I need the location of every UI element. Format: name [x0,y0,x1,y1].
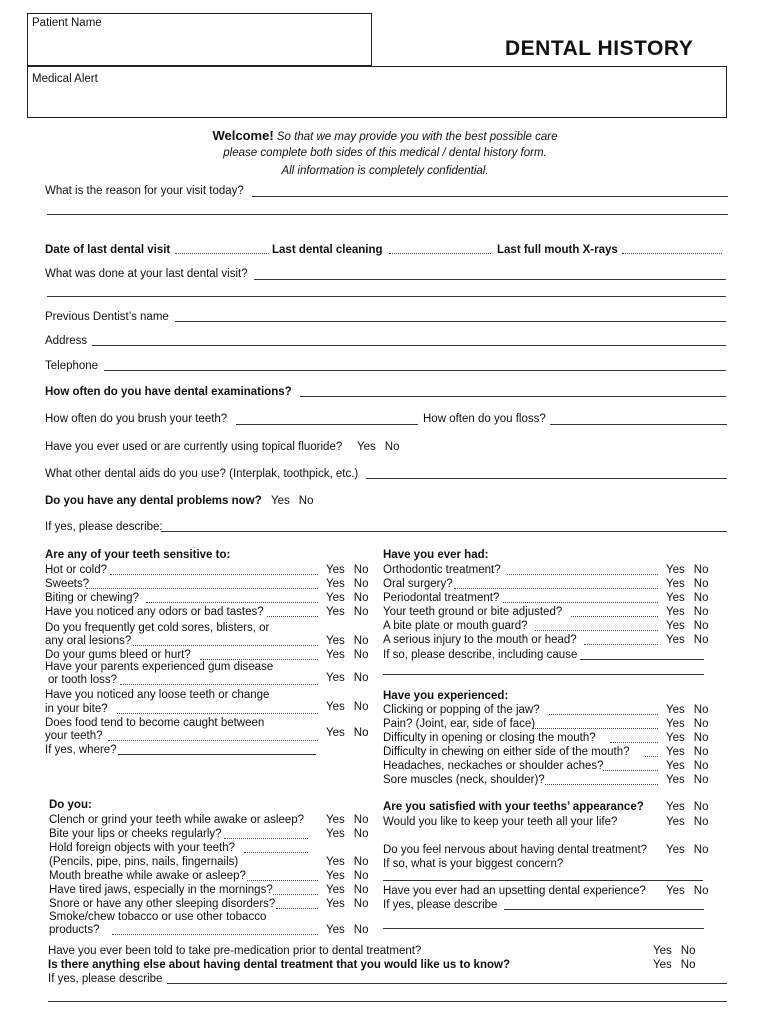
sensitive-item: Hot or cold? [45,564,108,576]
ever-had-item: A bite plate or mouth guard? [383,620,528,632]
experienced-item: Clicking or popping of the jaw? [383,704,540,716]
patient-name-label: Patient Name [32,17,102,29]
yes-option[interactable]: Yes [326,672,345,684]
keep-teeth-yes-no[interactable] [666,815,717,829]
leader-dots [503,602,658,603]
fluoride-yes-no[interactable] [357,440,408,454]
no-option[interactable]: No [693,578,709,590]
leader-dots [120,684,318,685]
do-you-item: Smoke/chew tobacco or use other tobacco [49,911,267,923]
intro-line-3: All information is completely confidential. [281,165,489,177]
yes-option[interactable]: Yes [326,727,345,739]
last-cleaning-label: Last dental cleaning [272,244,383,256]
no-option[interactable]: No [353,701,369,713]
no-option[interactable]: No [353,672,369,684]
ever-had-yes-no[interactable] [666,633,717,647]
leader-dots [247,880,318,881]
no-option[interactable]: No [384,441,400,453]
sensitive-yes-no[interactable] [326,648,377,662]
leader-dots [273,894,318,895]
floss-label: How often do you floss? [423,413,546,425]
problems-describe-field[interactable] [161,531,727,532]
no-option[interactable]: No [693,704,709,716]
ever-had-item: Orthodontic treatment? [383,564,501,576]
experienced-item: Headaches, neckaches or shoulder aches? [383,760,604,772]
upsetting-describe-field[interactable] [504,909,704,910]
medical-alert-box[interactable] [27,66,727,118]
sensitive-where-label: If yes, where? [45,744,117,756]
sensitive-heading: Are any of your teeth sensitive to: [45,549,231,561]
sensitive-item: Have you noticed any odors or bad tastes? [45,606,264,618]
yes-option[interactable]: Yes [666,578,685,590]
yes-option[interactable]: Yes [326,606,345,618]
sensitive-item: Sweets? [45,578,90,590]
keep-teeth-question: Would you like to keep your teeth all your life? [383,816,618,828]
aids-label: What other dental aids do you use? (Interplak, toothpick, etc.) [45,468,359,480]
yes-option[interactable]: Yes [666,634,685,646]
ever-had-item: Your teeth ground or bite adjusted? [383,606,563,618]
floss-field[interactable] [550,424,727,425]
final-describe-field[interactable] [167,983,727,984]
yes-option[interactable]: Yes [326,578,345,590]
medical-alert-label: Medical Alert [32,73,98,85]
sensitive-yes-no[interactable] [326,577,377,591]
sensitive-yes-no[interactable] [326,591,377,605]
reason-visit-label: What is the reason for your visit today? [45,185,244,197]
upsetting-describe-field-2[interactable] [383,928,704,929]
no-option[interactable]: No [353,870,369,882]
no-option[interactable]: No [353,828,369,840]
experienced-item: Sore muscles (neck, shoulder)? [383,774,545,786]
ever-had-describe-field[interactable] [580,659,704,660]
final-describe-label: If yes, please describe [48,973,163,985]
sensitive-yes-no[interactable] [326,726,377,740]
last-xrays-label: Last full mouth X-rays [497,244,618,256]
no-option[interactable]: No [298,495,314,507]
leader-dots [117,713,318,714]
leader-dots [267,616,318,617]
problems-yes-no[interactable] [271,494,322,508]
sensitive-yes-no[interactable] [326,605,377,619]
anything-else-question: Is there anything else about having dental treatment that you would like us to know? [48,959,510,971]
sensitive-item: your teeth? [45,730,103,742]
no-option[interactable]: No [353,856,369,868]
no-option[interactable]: No [680,945,696,957]
yes-option[interactable]: Yes [326,856,345,868]
sensitive-yes-no[interactable] [326,634,377,648]
no-option[interactable]: No [693,564,709,576]
last-visit-label: Date of last dental visit [45,244,171,256]
leader-dots [133,645,318,646]
yes-option[interactable]: Yes [326,898,345,910]
leader-dots [507,574,658,575]
satisfied-yes-no[interactable] [666,800,717,814]
do-you-item: products? [49,924,100,936]
no-option[interactable]: No [693,774,709,786]
concern-field[interactable] [383,880,703,881]
no-option[interactable]: No [693,606,709,618]
no-option[interactable]: No [693,885,709,897]
yes-option[interactable]: Yes [666,564,685,576]
address-field[interactable] [92,345,726,346]
no-option[interactable]: No [693,592,709,604]
no-option[interactable]: No [353,649,369,661]
upsetting-describe-label: If yes, please describe [383,899,498,911]
do-you-item: Have tired jaws, especially in the mornings? [49,884,273,896]
premed-question: Have you ever been told to take pre-medication prior to dental treatment? [48,945,422,957]
leader-dots [454,588,658,589]
yes-option[interactable]: Yes [666,885,685,897]
last-done-field[interactable] [254,279,726,280]
yes-option[interactable]: Yes [326,701,345,713]
no-option[interactable]: No [353,606,369,618]
sensitive-item: Have your parents experienced gum disease [45,661,274,673]
ever-had-describe-label: If so, please describe, including cause [383,649,578,661]
yes-option[interactable]: Yes [653,945,672,957]
ever-had-yes-no[interactable] [666,563,717,577]
telephone-label: Telephone [45,360,99,372]
experienced-yes-no[interactable] [666,703,717,717]
telephone-field[interactable] [104,370,726,371]
yes-option[interactable]: Yes [326,814,345,826]
brush-label: How often do you brush your teeth? [45,413,228,425]
last-xrays-field[interactable] [622,253,722,254]
yes-option[interactable]: Yes [666,606,685,618]
yes-option[interactable]: Yes [666,801,685,813]
ever-had-item: A serious injury to the mouth or head? [383,634,577,646]
no-option[interactable]: No [693,760,709,772]
ever-had-describe-field-2[interactable] [383,674,704,675]
do-you-item: Clench or grind your teeth while awake or asleep? [49,814,305,826]
do-you-yes-no[interactable] [326,923,377,937]
no-option[interactable]: No [353,727,369,739]
ever-had-yes-no[interactable] [666,577,717,591]
upsetting-yes-no[interactable] [666,884,717,898]
yes-option[interactable]: Yes [326,924,345,936]
nervous-question: Do you feel nervous about having dental treatment? [383,844,648,856]
leader-dots [549,714,658,715]
sensitive-yes-no[interactable] [326,700,377,714]
do-you-item: Hold foreign objects with your teeth? [49,842,236,854]
address-label: Address [45,335,88,347]
yes-option[interactable]: Yes [666,844,685,856]
sensitive-item: or tooth loss? [48,674,118,686]
leader-dots [276,908,318,909]
no-option[interactable]: No [693,746,709,758]
no-option[interactable]: No [353,635,369,647]
nervous-yes-no[interactable] [666,843,717,857]
yes-option[interactable]: Yes [666,760,685,772]
no-option[interactable]: No [693,801,709,813]
do-you-yes-no[interactable] [326,883,377,897]
sensitive-item: Biting or chewing? [45,592,139,604]
no-option[interactable]: No [353,564,369,576]
no-option[interactable]: No [353,578,369,590]
yes-option[interactable]: Yes [666,592,685,604]
yes-option[interactable]: Yes [326,592,345,604]
leader-dots [110,574,318,575]
yes-option[interactable]: Yes [326,884,345,896]
leader-dots [86,588,318,589]
leader-dots [535,630,658,631]
final-describe-field-2[interactable] [48,1001,727,1002]
sensitive-item: Do your gums bleed or hurt? [45,649,191,661]
do-you-item: Mouth breathe while awake or asleep? [49,870,246,882]
intro-line-2: please complete both sides of this medical / dental history form. [223,147,547,159]
no-option[interactable]: No [680,959,696,971]
leader-dots [224,838,308,839]
sensitive-yes-no[interactable] [326,671,377,685]
do-you-item: Bite your lips or cheeks regularly? [49,828,222,840]
yes-option[interactable]: Yes [357,441,376,453]
yes-option[interactable]: Yes [326,635,345,647]
last-cleaning-field[interactable] [389,253,491,254]
ever-had-item: Periodontal treatment? [383,592,500,604]
leader-dots [244,852,308,853]
fluoride-label: Have you ever used or are currently using topical fluoride? [45,441,343,453]
sensitive-item: Does food tend to become caught between [45,717,265,729]
experienced-item: Difficulty in chewing on either side of the mouth? [383,746,630,758]
experienced-yes-no[interactable] [666,759,717,773]
sensitive-item: any oral lesions? [45,635,132,647]
leader-dots [584,644,658,645]
no-option[interactable]: No [693,634,709,646]
ever-had-heading: Have you ever had: [383,549,489,561]
satisfied-question: Are you satisfied with your teeths’ appearance? [383,801,644,813]
experienced-yes-no[interactable] [666,717,717,731]
ever-had-yes-no[interactable] [666,591,717,605]
leader-dots [603,770,658,771]
sensitive-item: Do you frequently get cold sores, blisters, or [45,622,270,634]
leader-dots [532,728,658,729]
no-option[interactable]: No [693,620,709,632]
ever-had-yes-no[interactable] [666,619,717,633]
reason-visit-field-2[interactable] [47,214,728,215]
experienced-item: Pain? (Joint, ear, side of face) [383,718,536,730]
no-option[interactable]: No [353,898,369,910]
sensitive-item: Have you noticed any loose teeth or change [45,689,270,701]
leader-dots [610,742,658,743]
do-you-heading: Do you: [49,799,92,811]
do-you-item: (Pencils, pipe, pins, nails, fingernails) [49,856,239,868]
do-you-yes-no[interactable] [326,855,377,869]
yes-option[interactable]: Yes [666,816,685,828]
intro-line-1: Welcome! So that we may provide you with the best possible care [212,128,558,143]
do-you-yes-no[interactable] [326,869,377,883]
no-option[interactable]: No [693,816,709,828]
leader-dots [108,740,318,741]
last-done-field-2[interactable] [47,296,726,297]
experienced-heading: Have you experienced: [383,690,509,702]
experienced-item: Difficulty in opening or closing the mouth? [383,732,596,744]
upsetting-question: Have you ever had an upsetting dental experience? [383,885,646,897]
yes-option[interactable]: Yes [666,732,685,744]
sensitive-where-field[interactable] [118,754,316,755]
yes-option[interactable]: Yes [666,746,685,758]
brush-field[interactable] [236,424,418,425]
sensitive-yes-no[interactable] [326,563,377,577]
yes-option[interactable]: Yes [666,704,685,716]
experienced-yes-no[interactable] [666,745,717,759]
yes-option[interactable]: Yes [666,774,685,786]
leader-dots [146,602,318,603]
last-done-label: What was done at your last dental visit? [45,268,248,280]
experienced-yes-no[interactable] [666,731,717,745]
exam-frequency-label: How often do you have dental examinations? [45,386,292,398]
welcome-text: Welcome! [212,128,274,143]
concern-label: If so, what is your biggest concern? [383,858,564,870]
reason-visit-field[interactable] [252,196,728,197]
prev-dentist-field[interactable] [175,321,726,322]
no-option[interactable]: No [353,592,369,604]
page-title: DENTAL HISTORY [505,37,694,60]
do-you-yes-no[interactable] [326,897,377,911]
premed-yes-no[interactable] [653,944,704,958]
problems-describe-label: If yes, please describe: [45,521,163,533]
do-you-yes-no[interactable] [326,827,377,841]
no-option[interactable]: No [693,718,709,730]
yes-option[interactable]: Yes [271,495,290,507]
yes-option[interactable]: Yes [326,649,345,661]
yes-option[interactable]: Yes [326,828,345,840]
leader-dots [645,756,658,757]
ever-had-item: Oral surgery? [383,578,453,590]
aids-field[interactable] [366,478,727,479]
no-option[interactable]: No [693,844,709,856]
do-you-item: Snore or have any other sleeping disorders? [49,898,276,910]
yes-option[interactable]: Yes [666,718,685,730]
leader-dots [545,784,658,785]
anything-else-yes-no[interactable] [653,958,704,972]
last-visit-field[interactable] [175,253,269,254]
ever-had-yes-no[interactable] [666,605,717,619]
experienced-yes-no[interactable] [666,773,717,787]
exam-frequency-field[interactable] [300,396,726,397]
yes-option[interactable]: Yes [666,620,685,632]
problems-label: Do you have any dental problems now? [45,495,262,507]
no-option[interactable]: No [353,884,369,896]
yes-option[interactable]: Yes [653,959,672,971]
prev-dentist-label: Previous Dentist’s name [45,311,169,323]
leader-dots [112,934,318,935]
yes-option[interactable]: Yes [326,870,345,882]
no-option[interactable]: No [353,814,369,826]
do-you-yes-no[interactable] [326,813,377,827]
no-option[interactable]: No [353,924,369,936]
no-option[interactable]: No [693,732,709,744]
sensitive-item: in your bite? [45,703,108,715]
leader-dots [571,616,658,617]
yes-option[interactable]: Yes [326,564,345,576]
